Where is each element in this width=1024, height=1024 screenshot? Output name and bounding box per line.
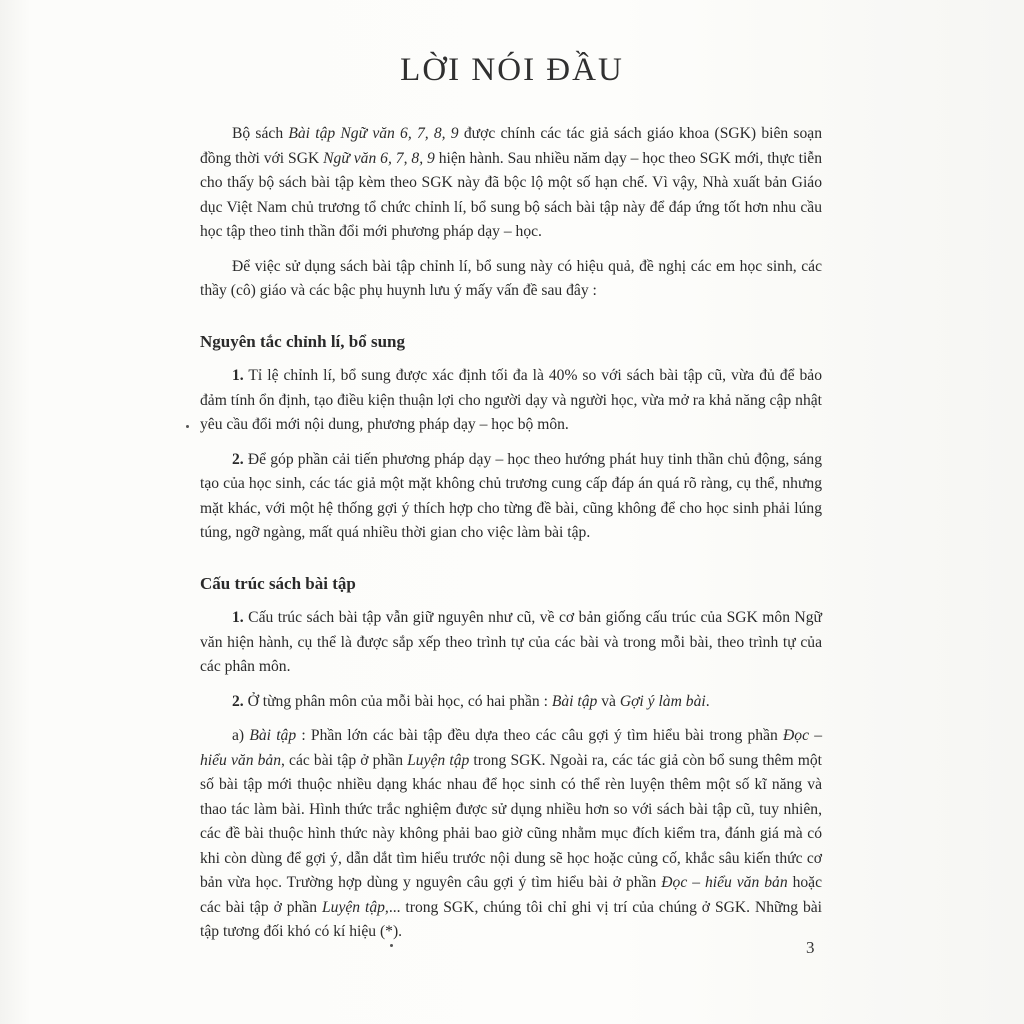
- item-text: Tỉ lệ chỉnh lí, bổ sung được xác định tối đa là 40% so với sách bài tập cũ, vừa đủ để bảo đảm tính ổn định, tạo điều kiện thuận lợi cho người dạy và người học, vừa mở ra khả năng cập nhật yêu cầu đổi mới nội dung, phương pháp dạy – học bộ môn.: [200, 367, 822, 433]
- text-run: trong SGK. Ngoài ra, các tác giả còn bổ sung thêm một số bài tập mới thuộc nhiều dạng khác nhau để học sinh có thể rèn luyện thêm một số kĩ năng và thao tác làm bài. Hình thức trắc nghiệm được sử dụng nhiều hơn so với sách bài tập cũ, tuy nhiên, các đề bài thuộc hình thức này không phải bao giờ cũng nhằm mục đích kiểm tra, đánh giá mà có khi còn dùng để gợi ý, dẫn dắt tìm hiểu trước nội dung sẽ học hoặc củng cố, khắc sâu kiến thức cơ bản vừa học. Trường hợp dùng y nguyên câu gợi ý tìm hiểu bài ở phần: [200, 751, 822, 891]
- print-speck: [390, 944, 393, 947]
- book-title-italic: Ngữ văn 6, 7, 8, 9: [323, 149, 435, 167]
- page-number: 3: [806, 938, 815, 957]
- intro-paragraph-1: [200, 122, 822, 245]
- italic-term: Bài tập: [249, 727, 297, 744]
- principle-item-1: [200, 364, 822, 438]
- text-run: a): [232, 727, 250, 744]
- text-run: hoặc các bài tập ở phần: [200, 874, 823, 916]
- text-run: hiện hành. Sau nhiều năm dạy – học theo SGK mới, thực tiễn cho thấy bộ sách bài tập kèm theo SGK này đã bộc lộ một số hạn chế. Vì vậy, Nhà xuất bản Giáo dục Việt Nam chủ trương tổ chức chỉnh lí, bổ sung bộ sách bài tập này để đáp ứng tốt hơn nhu cầu học tập theo tinh thần đổi mới phương pháp dạy – học.: [200, 149, 823, 240]
- italic-term: Luyện tập: [321, 898, 385, 916]
- text-run: và: [597, 692, 620, 710]
- italic-term: Đọc – hiểu văn bản: [200, 727, 823, 769]
- print-speck: [186, 425, 189, 428]
- principle-item-2: [200, 448, 822, 546]
- intro-paragraph-2: Để việc sử dụng sách bài tập chỉnh lí, bổ sung này có hiệu quả, đề nghị các em học sinh, các thầy (cô) giáo và các bậc phụ huynh lưu ý mấy vấn đề sau đây :: [200, 257, 822, 299]
- text-run: , các bài tập ở phần: [281, 751, 408, 769]
- italic-term: Bài tập: [551, 692, 598, 710]
- item-text: Để góp phần cải tiến phương pháp dạy – học theo hướng phát huy tinh thần chủ động, sáng tạo của học sinh, các tác giả một mặt không chủ trương cung cấp đáp án quá rõ ràng, cụ thể, nhưng mặt khác, với một hệ thống gợi ý thích hợp cho từng đề bài, cũng không để cho học sinh phải lúng túng, ngỡ ngàng, mất quá nhiều thời gian cho việc làm bài tập.: [200, 450, 822, 541]
- document-body: [200, 122, 822, 955]
- item-number: 2.: [232, 450, 244, 468]
- text-run: .: [705, 692, 710, 710]
- book-title-italic: Bài tập Ngữ văn 6, 7, 8, 9: [288, 125, 459, 142]
- section-heading-structure: Cấu trúc sách bài tập: [200, 573, 356, 593]
- text-run: ,... trong SGK, chúng tôi chỉ ghi vị trí của chúng ở SGK. Những bài tập tương đối khó có kí hiệu (*).: [200, 898, 822, 940]
- text-run: : Phần lớn các bài tập đều dựa theo các câu gợi ý tìm hiểu bài trong phần: [296, 727, 784, 744]
- structure-item-1: [200, 606, 822, 680]
- item-text: Cấu trúc sách bài tập vẫn giữ nguyên như cũ, về cơ bản giống cấu trúc của SGK môn Ngữ văn hiện hành, cụ thể là được sắp xếp theo trình tự của các bài và trong mỗi bài, theo trình tự của các phân môn.: [200, 609, 822, 675]
- structure-item-2: [200, 690, 822, 715]
- item-number: 1.: [232, 609, 244, 626]
- structure-item-2a: [200, 724, 822, 945]
- item-number: 1.: [232, 367, 244, 384]
- text-run: Bộ sách: [232, 125, 289, 142]
- section-heading-principles: Nguyên tắc chỉnh lí, bổ sung: [200, 331, 405, 351]
- italic-term: Gợi ý làm bài: [619, 692, 706, 710]
- text-run: Ở từng phân môn của mỗi bài học, có hai phần :: [243, 692, 552, 710]
- italic-term: Đọc – hiểu văn bản: [661, 874, 788, 891]
- italic-term: Luyện tập: [407, 751, 470, 769]
- item-number: 2.: [232, 692, 244, 710]
- page-title: LỜI NÓI ĐẦU: [400, 52, 624, 88]
- text-run: được chính các tác giả sách giáo khoa (SGK) biên soạn đồng thời với SGK: [200, 125, 822, 167]
